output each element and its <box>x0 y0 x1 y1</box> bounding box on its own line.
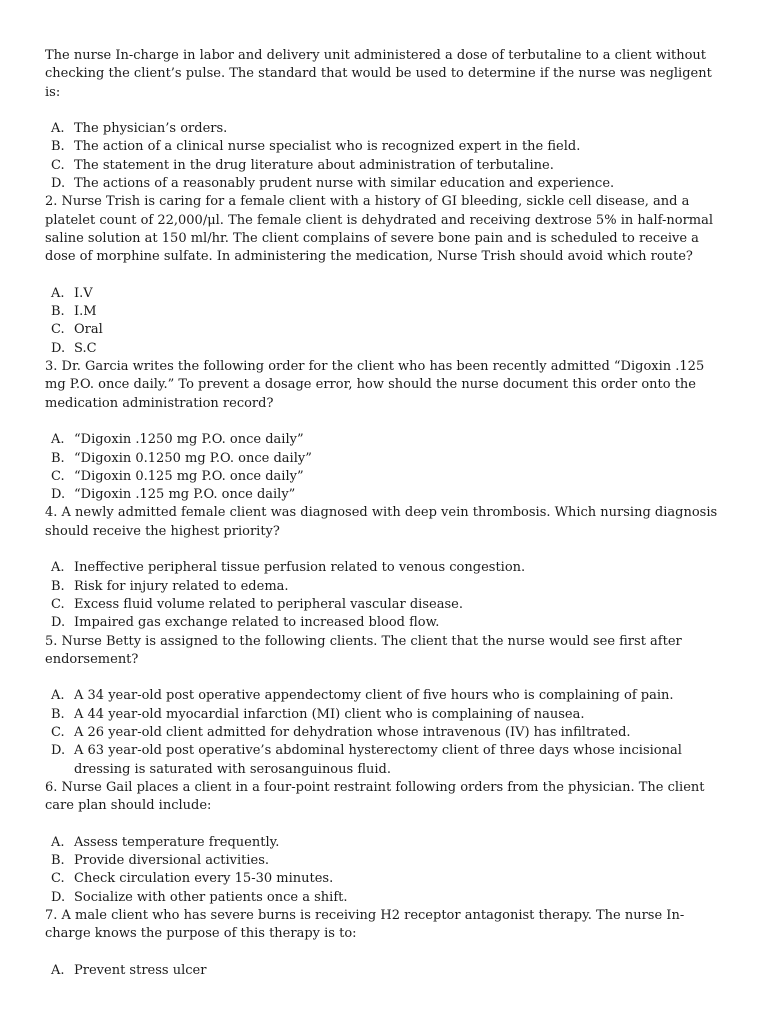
question-stem: 4. A newly admitted female client was diagnosed with deep vein thrombosis. Which nursing diagnosis should receive the highest priority? <box>45 505 718 539</box>
question-4 <box>45 504 725 632</box>
answer-options <box>45 559 725 632</box>
option-text: Impaired gas exchange related to increased blood flow. <box>74 615 440 631</box>
option-text: A 63 year-old post operative’s abdominal hysterectomy client of three days whose incisional dressing is saturated with serosanguinous fluid. <box>74 743 682 777</box>
question-stem: 3. Dr. Garcia writes the following order for the client who has been recently admitted “Digoxin .125 mg P.O. once daily.” To prevent a dosage error, how should the nurse document this order onto the medication administration record? <box>45 359 705 411</box>
option-text: Ineffective peripheral tissue perfusion related to venous congestion. <box>74 560 526 576</box>
option-text: I.V <box>74 285 93 301</box>
answer-option-a <box>45 834 725 852</box>
option-text: Prevent stress ulcer <box>74 962 207 978</box>
option-text: “Digoxin 0.1250 mg P.O. once daily” <box>74 450 312 466</box>
answer-options <box>45 962 725 980</box>
answer-option-c <box>45 321 725 339</box>
option-letter: D. <box>51 340 66 356</box>
question-1 <box>45 47 725 193</box>
option-text: The statement in the drug literature about administration of terbutaline. <box>74 157 554 173</box>
option-letter: D. <box>51 743 66 759</box>
answer-option-a <box>45 431 725 449</box>
option-text: “Digoxin .125 mg P.O. once daily” <box>74 487 296 503</box>
answer-option-d <box>45 889 725 907</box>
option-text: “Digoxin 0.125 mg P.O. once daily” <box>74 468 304 484</box>
option-text: S.C <box>74 340 97 356</box>
answer-option-c <box>45 870 725 888</box>
option-letter: A. <box>51 560 65 576</box>
option-text: Risk for injury related to edema. <box>74 578 289 594</box>
answer-options <box>45 834 725 907</box>
answer-option-c <box>45 596 725 614</box>
answer-option-b <box>45 706 725 724</box>
answer-option-a <box>45 962 725 980</box>
answer-options <box>45 687 725 778</box>
answer-option-a <box>45 687 725 705</box>
option-letter: A. <box>51 285 65 301</box>
option-text: Oral <box>74 322 103 338</box>
question-stem: The nurse In-charge in labor and delivery unit administered a dose of terbutaline to a client without checking the client’s pulse. The standard that would be used to determine if the nurse was negligent is: <box>45 48 712 100</box>
option-text: I.M <box>74 304 97 320</box>
question-3 <box>45 358 725 504</box>
answer-option-c <box>45 157 725 175</box>
option-letter: D. <box>51 615 66 631</box>
option-text: Socialize with other patients once a shift. <box>74 889 348 905</box>
option-letter: C. <box>51 322 65 338</box>
option-letter: A. <box>51 688 65 704</box>
answer-option-a <box>45 559 725 577</box>
answer-option-a <box>45 120 725 138</box>
answer-option-b <box>45 303 725 321</box>
option-letter: A. <box>51 834 65 850</box>
answer-option-c <box>45 468 725 486</box>
answer-option-d <box>45 175 725 193</box>
answer-option-d <box>45 486 725 504</box>
question-stem: 5. Nurse Betty is assigned to the following clients. The client that the nurse would see first after endorsement? <box>45 633 682 667</box>
answer-options <box>45 431 725 504</box>
option-text: A 44 year-old myocardial infarction (MI) client who is complaining of nausea. <box>74 706 585 722</box>
option-letter: A. <box>51 432 65 448</box>
option-letter: B. <box>51 139 65 155</box>
option-text: The physician’s orders. <box>74 121 228 137</box>
option-text: Excess fluid volume related to peripheral vascular disease. <box>74 596 463 612</box>
question-5 <box>45 633 725 779</box>
option-text: Check circulation every 15-30 minutes. <box>74 871 334 887</box>
option-letter: D. <box>51 889 66 905</box>
option-letter: D. <box>51 487 66 503</box>
option-text: A 26 year-old client admitted for dehydration whose intravenous (IV) has infiltrated. <box>74 724 631 740</box>
question-2 <box>45 193 725 358</box>
question-6 <box>45 779 725 907</box>
option-letter: B. <box>51 706 65 722</box>
answer-option-d <box>45 614 725 632</box>
question-7 <box>45 907 725 980</box>
option-letter: A. <box>51 962 65 978</box>
answer-options <box>45 120 725 193</box>
document-page <box>45 47 725 980</box>
question-stem: 6. Nurse Gail places a client in a four-point restraint following orders from the physician. The client care plan should include: <box>45 779 705 814</box>
question-stem: 2. Nurse Trish is caring for a female client with a history of GI bleeding, sickle cell disease, and a platelet count of 22,000/μl. The female client is dehydrated and receiving dextrose 5% in half-normal saline solution at 150 ml/hr. The client complains of severe bone pain and is scheduled to receive a dose of morphine sulfate. In administering the medication, Nurse Trish should avoid which route? <box>45 194 714 265</box>
answer-option-b <box>45 138 725 156</box>
option-text: “Digoxin .1250 mg P.O. once daily” <box>74 432 304 448</box>
option-letter: B. <box>51 853 65 869</box>
answer-option-d <box>45 340 725 358</box>
option-letter: C. <box>51 596 65 612</box>
answer-option-b <box>45 578 725 596</box>
option-letter: C. <box>51 724 65 740</box>
answer-option-b <box>45 450 725 468</box>
answer-option-a <box>45 285 725 303</box>
answer-option-d <box>45 742 725 779</box>
answer-option-c <box>45 724 725 742</box>
option-text: A 34 year-old post operative appendectomy client of five hours who is complaining of pain. <box>74 688 674 704</box>
answer-option-b <box>45 852 725 870</box>
answer-options <box>45 285 725 358</box>
option-letter: C. <box>51 468 65 484</box>
option-text: The actions of a reasonably prudent nurse with similar education and experience. <box>74 176 615 192</box>
option-letter: C. <box>51 871 65 887</box>
option-letter: B. <box>51 304 65 320</box>
question-stem: 7. A male client who has severe burns is receiving H2 receptor antagonist therapy. The nurse In-charge knows the purpose of this therapy is to: <box>45 907 685 942</box>
option-letter: A. <box>51 121 65 137</box>
option-text: The action of a clinical nurse specialist who is recognized expert in the field. <box>74 139 581 155</box>
option-letter: B. <box>51 450 65 466</box>
option-text: Assess temperature frequently. <box>74 834 280 850</box>
option-text: Provide diversional activities. <box>74 853 270 869</box>
option-letter: C. <box>51 157 65 173</box>
option-letter: D. <box>51 176 66 192</box>
option-letter: B. <box>51 578 65 594</box>
